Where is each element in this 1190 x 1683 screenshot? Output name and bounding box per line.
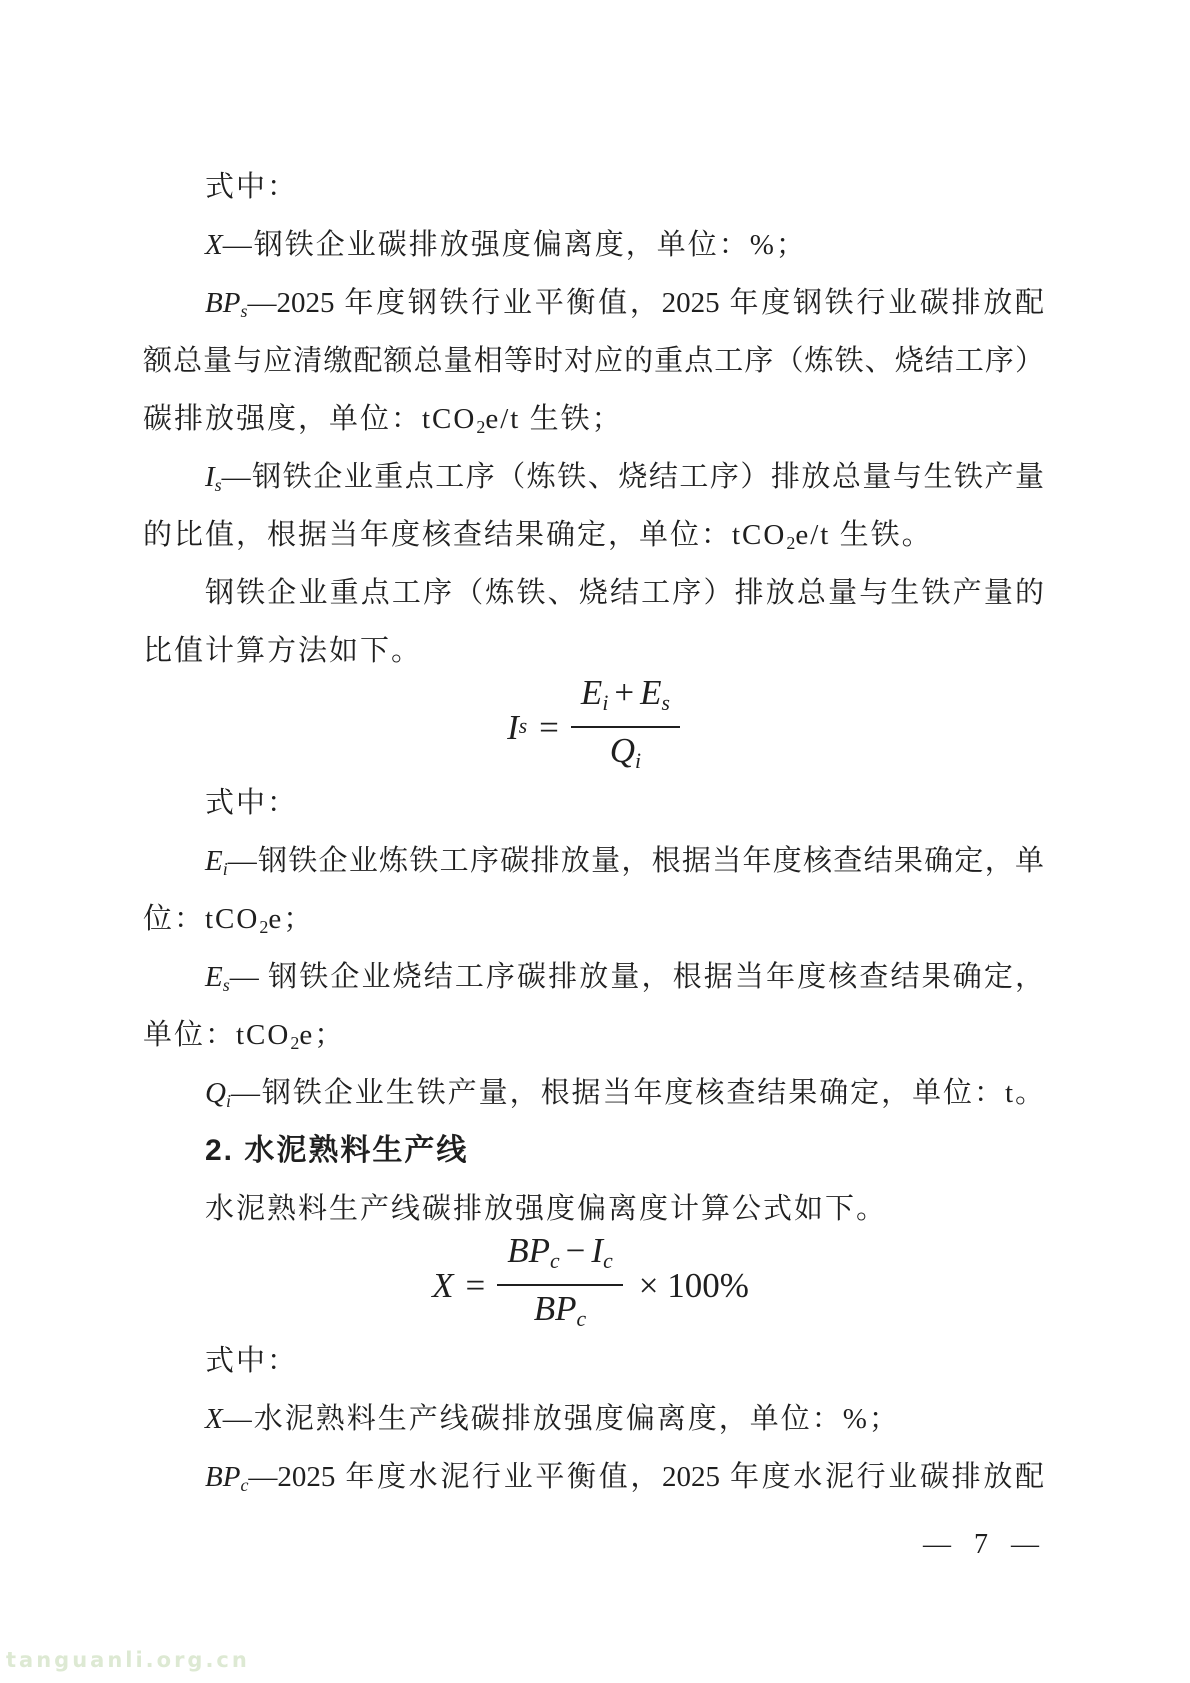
text-run: —2025 年度水泥行业平衡值，2025 年度水泥行业碳排放配 (248, 1461, 1044, 1493)
text-run: 钢铁企业重点工序（炼铁、烧结工序）排放总量与生铁产量的 (205, 577, 1044, 609)
text-run: —2025 年度钢铁行业平衡值，2025 年度钢铁行业碳排放配 (247, 287, 1044, 319)
math-variable: Q (205, 1077, 226, 1109)
math-subscript: i (635, 749, 642, 774)
fraction (497, 1232, 622, 1338)
line-ei-def-2 (143, 890, 1044, 948)
math-subscript: c (550, 1249, 560, 1273)
line-ratio-intro-2 (143, 622, 1044, 680)
text-run: 式中： (205, 787, 299, 819)
line-es-def-2 (143, 1006, 1044, 1064)
formula-suffix (633, 1265, 755, 1305)
text-run: —钢铁企业重点工序（炼铁、烧结工序）排放总量与生铁产量 (221, 461, 1044, 493)
math-subscript: c (603, 1249, 613, 1273)
fraction-numerator (497, 1232, 622, 1286)
math-variable: E (205, 845, 223, 877)
line-x-cement-def (143, 1390, 1044, 1448)
line-ratio-intro-1 (143, 564, 1044, 622)
math-variable: Q (609, 731, 636, 770)
text-run: e； (299, 1019, 346, 1051)
math-subscript: s (222, 975, 230, 996)
math-subscript: s (518, 714, 528, 739)
equals-sign: = (539, 707, 559, 747)
text-run: —钢铁企业碳排放强度偏离度，单位：%； (222, 229, 807, 261)
text-subscript: 2 (259, 917, 269, 938)
text-run: 式中： (205, 1345, 299, 1377)
math-variable: BP (205, 287, 241, 319)
text-run: —水泥熟料生产线碳排放强度偏离度，单位：%； (222, 1403, 900, 1435)
text-subscript: 2 (476, 417, 486, 438)
math-variable: X (205, 229, 223, 261)
page-number: — 7 — (923, 1529, 1040, 1560)
math-operator: + (614, 672, 635, 712)
math-subscript: i (602, 691, 609, 715)
text-run: 的比值，根据当年度核查结果确定，单位：tCO (143, 519, 787, 551)
math-variable: I (507, 707, 519, 747)
math-subscript: c (240, 1475, 249, 1496)
formula-steel-ratio (143, 672, 1044, 774)
text-run: 水泥熟料生产线碳排放强度偏离度计算公式如下。 (205, 1193, 888, 1225)
formula-cement-deviation (143, 1230, 1044, 1332)
math-operator: × 100% (638, 1265, 749, 1305)
line-bpc-def-1 (143, 1448, 1044, 1506)
line-is-def-1 (143, 448, 1044, 506)
watermark: tanguanli.org.cn (6, 1648, 250, 1672)
math-subscript: c (576, 1307, 587, 1332)
text-run: e/t 生铁； (485, 403, 623, 435)
math-subscript: s (661, 691, 670, 715)
line-shizhong-1 (143, 158, 1044, 216)
equals-sign: = (465, 1265, 486, 1305)
math-variable: E (205, 961, 223, 993)
line-cement-intro (143, 1180, 1044, 1238)
line-bps-def-1 (143, 274, 1044, 332)
math-variable: E (580, 672, 603, 712)
text-run: —钢铁企业生铁产量，根据当年度核查结果确定，单位：t。 (230, 1077, 1044, 1109)
math-subscript: i (222, 859, 228, 880)
math-variable: BP (507, 1230, 551, 1270)
math-subscript: s (214, 475, 222, 496)
text-run: 单位：tCO (143, 1019, 291, 1051)
fraction-denominator (534, 1286, 586, 1338)
text-subscript: 2 (786, 533, 796, 554)
text-run: e； (268, 903, 315, 935)
math-subscript: i (225, 1091, 231, 1112)
line-es-def-1 (143, 948, 1044, 1006)
text-run: —钢铁企业炼铁工序碳排放量，根据当年度核查结果确定，单 (227, 845, 1044, 877)
text-run: 额总量与应清缴配额总量相等时对应的重点工序（炼铁、烧结工序） (143, 345, 1044, 377)
heading-cement-clinker (143, 1122, 1044, 1180)
fraction (571, 674, 680, 780)
text-run: 碳排放强度，单位：tCO (143, 403, 477, 435)
line-qi-def (143, 1064, 1044, 1122)
text-run: 比值计算方法如下。 (143, 635, 423, 667)
math-subscript: s (240, 301, 248, 322)
line-bps-def-2 (143, 332, 1044, 390)
math-variable: X (432, 1265, 454, 1305)
line-is-def-2 (143, 506, 1044, 564)
fraction-numerator (571, 674, 680, 728)
math-variable: I (591, 1230, 604, 1270)
text-run: — 钢铁企业烧结工序碳排放量，根据当年度核查结果确定， (229, 961, 1044, 993)
text-subscript: 2 (290, 1033, 300, 1054)
line-x-steel-def (143, 216, 1044, 274)
fraction-denominator (610, 728, 641, 780)
line-bps-def-3 (143, 390, 1044, 448)
line-shizhong-2 (143, 774, 1044, 832)
math-variable: E (640, 672, 662, 712)
document-body (143, 158, 1044, 1506)
math-variable: BP (205, 1461, 241, 1493)
line-ei-def-1 (143, 832, 1044, 890)
math-variable: I (205, 461, 215, 493)
math-operator: − (565, 1230, 586, 1270)
text-run: e/t 生铁。 (795, 519, 933, 551)
math-variable: BP (533, 1289, 577, 1328)
line-shizhong-3 (143, 1332, 1044, 1390)
text-run: 式中： (205, 171, 299, 203)
text-run: 2. 水泥熟料生产线 (205, 1134, 469, 1167)
math-variable: X (205, 1403, 223, 1435)
text-run: 位：tCO (143, 903, 260, 935)
